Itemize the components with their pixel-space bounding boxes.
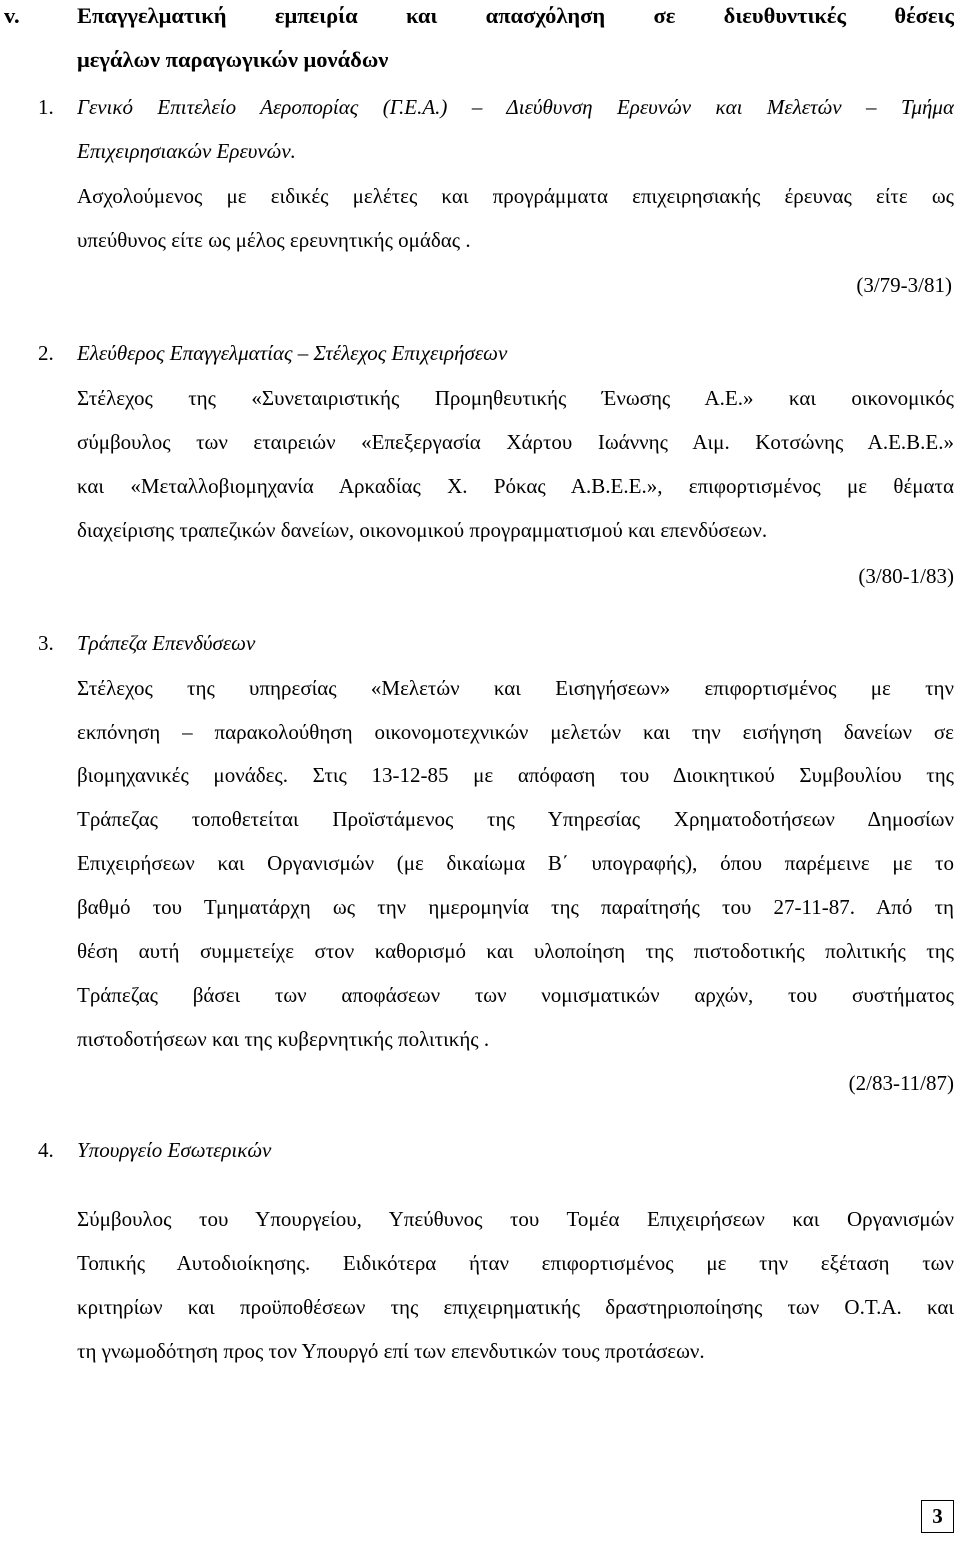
item-2-heading: Ελεύθερος Επαγγελματίας – Στέλεχος Επιχειρήσεων: [77, 341, 508, 365]
item-1-period: (3/79-3/81): [856, 273, 952, 297]
item-1-number: 1.: [38, 95, 54, 119]
item-3-body-line-4: Τράπεζας τοποθετείται Προϊστάμενος της Υπηρεσίας Χρηματοδοτήσεων Δημοσίων: [77, 807, 954, 831]
item-3-body-line-6: βαθμό του Τμηματάρχη ως την ημερομηνία της παραίτησής του 27-11-87. Από τη: [77, 895, 954, 919]
item-3-body-line-9: πιστοδοτήσεων και της κυβερνητικής πολιτικής .: [77, 1027, 490, 1051]
item-3-heading: Τράπεζα Επενδύσεων: [77, 631, 256, 655]
item-3-period: (2/83-11/87): [848, 1071, 954, 1095]
item-3-body-line-5: Επιχειρήσεων και Οργανισμών (με δικαίωμα Β΄ υπογραφής), όπου παρέμεινε με το: [77, 851, 954, 875]
item-3-body-line-2: εκπόνηση – παρακολούθηση οικονομοτεχνικών μελετών και την εισήγηση δανείων σε: [77, 720, 954, 744]
item-2-body-line-3: και «Μεταλλοβιομηχανία Αρκαδίας Χ. Ρόκας Α.Β.Ε.Ε.», επιφορτισμένος με θέματα: [77, 474, 954, 498]
item-2-period: (3/80-1/83): [858, 564, 954, 588]
item-3-body-line-7: θέση αυτή συμμετείχε στον καθορισμό και υλοποίηση της πιστοδοτικής πολιτικής της: [77, 939, 954, 963]
page-number-box: 3: [921, 1500, 954, 1533]
item-2-body-line-1: Στέλεχος της «Συνεταιριστικής Προμηθευτικής Ένωσης Α.Ε.» και οικονομικός: [77, 386, 954, 410]
item-3-body-line-3: βιομηχανικές μονάδες. Στις 13-12-85 με απόφαση του Διοικητικού Συμβουλίου της: [77, 763, 954, 787]
item-4-body-line-2: Τοπικής Αυτοδιοίκησης. Ειδικότερα ήταν επιφορτισμένος με την εξέταση των: [77, 1251, 954, 1275]
item-1-body-line-2: υπεύθυνος είτε ως μέλος ερευνητικής ομάδας .: [77, 228, 471, 252]
item-1-body-line-1: Ασχολούμενος με ειδικές μελέτες και προγράμματα επιχειρησιακής έρευνας είτε ως: [77, 184, 954, 208]
item-4-body-line-4: τη γνωμοδότηση προς τον Υπουργό επί των επενδυτικών τους προτάσεων.: [77, 1339, 705, 1363]
item-4-body-line-3: κριτηρίων και προϋποθέσεων της επιχειρηματικής δραστηριοποίησης των Ο.Τ.Α. και: [77, 1295, 954, 1319]
item-3-number: 3.: [38, 631, 54, 655]
item-4-heading: Υπουργείο Εσωτερικών: [77, 1138, 272, 1162]
section-title-line-2: μεγάλων παραγωγικών μονάδων: [77, 47, 389, 72]
item-2-body-line-2: σύμβουλος των εταιρειών «Επεξεργασία Χάρτου Ιωάννης Αιμ. Κοτσώνης Α.Ε.Β.Ε.»: [77, 430, 954, 454]
section-marker: v.: [4, 3, 20, 28]
section-title-line-1: Επαγγελματική εμπειρία και απασχόληση σε διευθυντικές θέσεις: [77, 3, 954, 28]
item-1-heading-line-2: Επιχειρησιακών Ερευνών.: [77, 139, 296, 163]
item-2-body-line-4: διαχείρισης τραπεζικών δανείων, οικονομικού προγραμματισμού και επενδύσεων.: [77, 518, 768, 542]
item-3-body-line-8: Τράπεζας βάσει των αποφάσεων των νομισματικών αρχών, του συστήματος: [77, 983, 954, 1007]
item-3-body-line-1: Στέλεχος της υπηρεσίας «Μελετών και Εισηγήσεων» επιφορτισμένος με την: [77, 676, 954, 700]
item-4-number: 4.: [38, 1138, 54, 1162]
item-1-heading-line-1: Γενικό Επιτελείο Αεροπορίας (Γ.Ε.Α.) – Διεύθυνση Ερευνών και Μελετών – Τμήμα: [77, 95, 954, 119]
item-2-number: 2.: [38, 341, 54, 365]
item-4-body-line-1: Σύμβουλος του Υπουργείου, Υπεύθυνος του Τομέα Επιχειρήσεων και Οργανισμών: [77, 1207, 954, 1231]
